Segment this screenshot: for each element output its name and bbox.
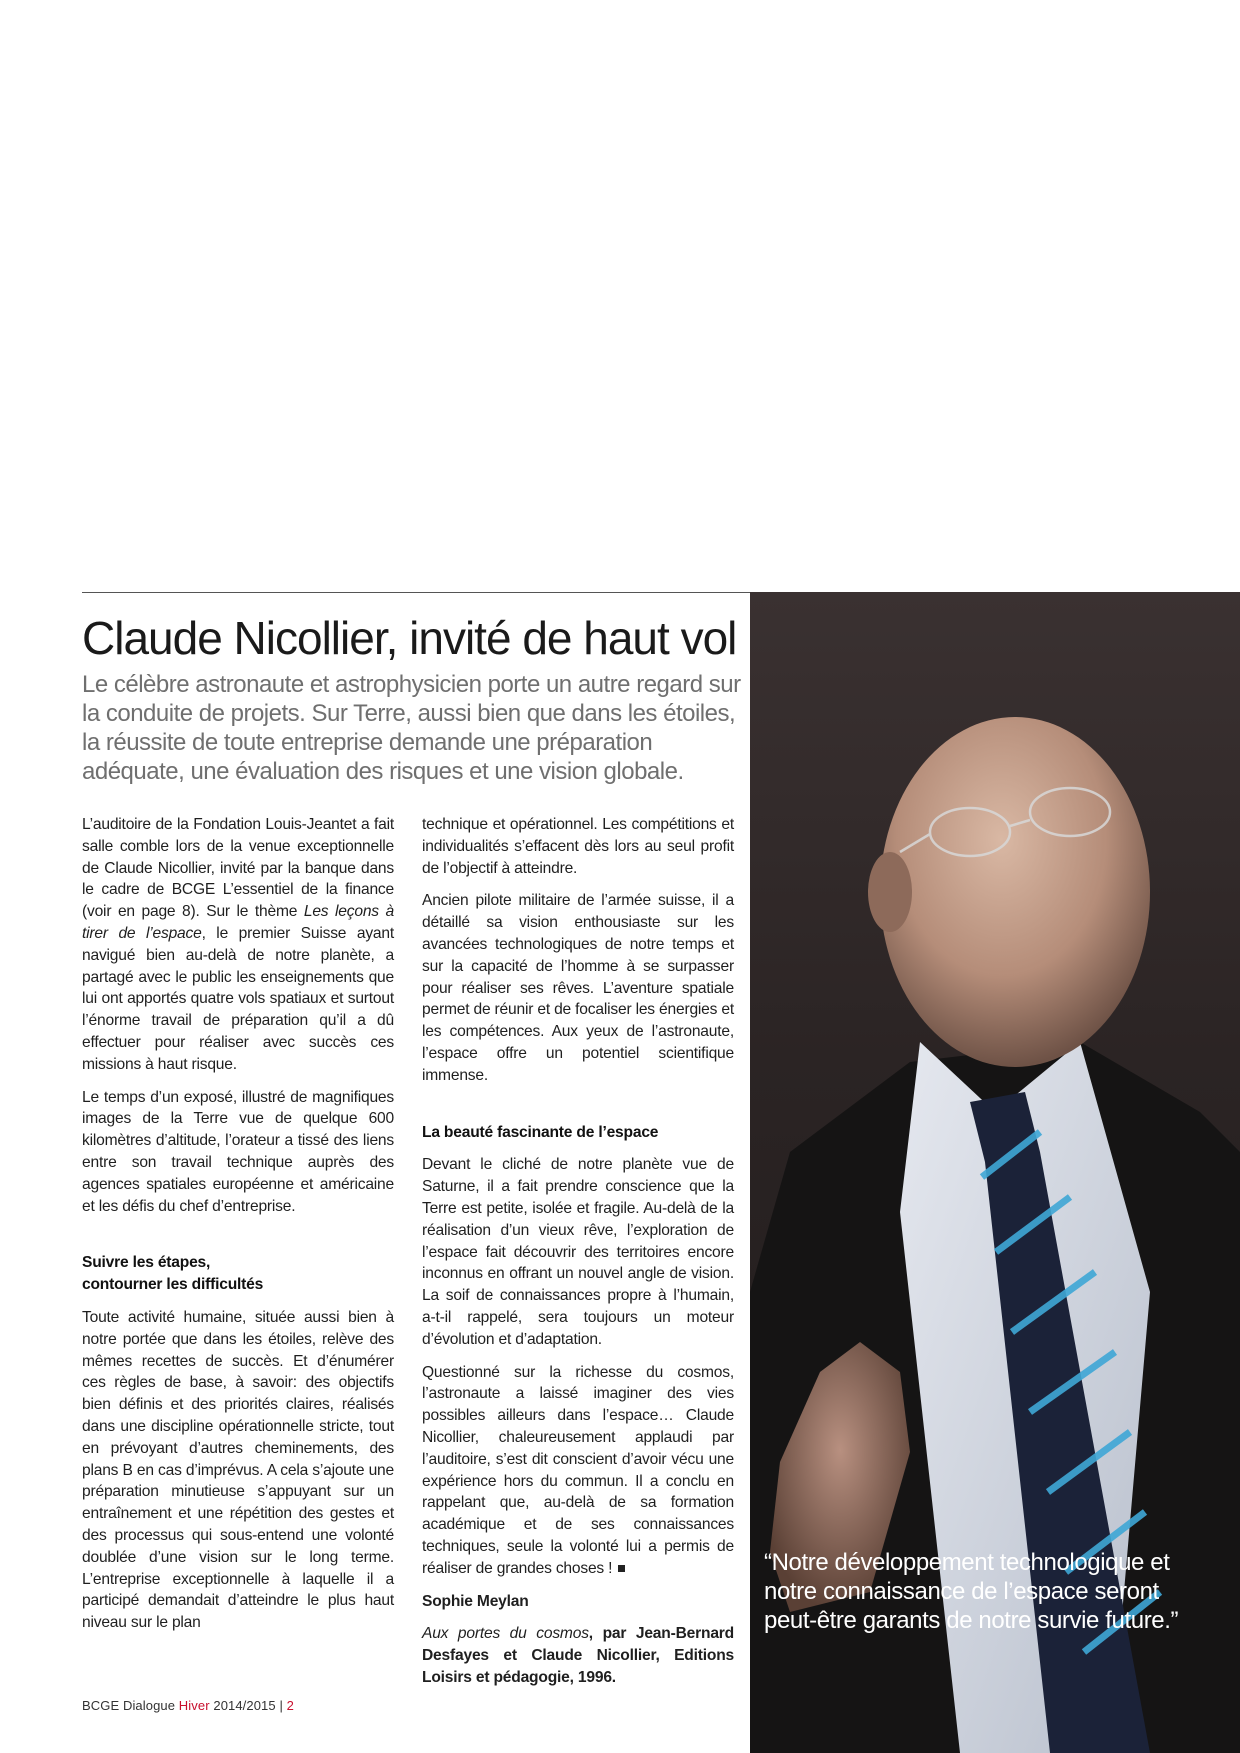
section-heading-beauty: La beauté fascinante de l’espace xyxy=(422,1123,659,1141)
left-paragraph-1: L’auditoire de la Fondation Louis-Jeantet a fait salle comble lors de la venue exceptionnelle de Claude Nicollier, invité par la banque dans le cadre de BCGE L’essentiel de la finance (voir en page 8). Sur le thème Les leçons à tirer de l’espace, le premier Suisse ayant navigué bien au-delà de notre planète, a partagé avec le public les enseignements que lui ont apportés quatre vols spatiaux et surtout l’énorme travail de préparation qu’il a dû effectuer pour réaliser avec succès ces missions à haut risque. xyxy=(82,816,395,1073)
end-mark-icon xyxy=(618,1565,625,1572)
article-title: Claude Nicollier, invité de haut vol xyxy=(82,612,737,664)
right-column xyxy=(422,814,734,1700)
footer-separator: | xyxy=(279,1698,283,1713)
right-paragraph-1: technique et opérationnel. Les compétitions et individualités s’effacent dès lors au seul profit de l’objectif à atteindre. xyxy=(422,816,734,877)
author-name: Sophie Meylan xyxy=(422,1592,529,1610)
article-lead: Le célèbre astronaute et astrophysicien porte un autre regard sur la conduite de projets. Sur Terre, aussi bien que dans les étoiles, la réussite de toute entreprise demande une préparation adéquate, une évaluation des risques et une vision globale. xyxy=(82,671,741,785)
left-column xyxy=(82,814,394,1645)
left-paragraph-2: Le temps d’un exposé, illustré de magnifiques images de la Terre vue de quelque 600 kilomètres d’altitude, l’orateur a tissé des liens entre son travail technique auprès des agences spatiales européenne et américaine et les défis du chef d’entreprise. xyxy=(82,1088,394,1215)
footer-publication: BCGE Dialogue xyxy=(82,1698,176,1713)
section-heading-steps: Suivre les étapes, contourner les difficultés xyxy=(82,1254,264,1294)
pull-quote: “Notre développement technologique et notre connaissance de l’espace seront peut-être garants de notre survie future.” xyxy=(764,1549,1179,1634)
page-number: 2 xyxy=(286,1698,294,1713)
page-footer xyxy=(82,1698,294,1713)
left-paragraph-3: Toute activité humaine, située aussi bien à notre portée que dans les étoiles, relève des mêmes recettes de succès. Et d’énumérer ces règles de base, à savoir: des objectifs bien définis et des priorités claires, réalisés dans une discipline opérationnelle stricte, tout en prévoyant d’autres cheminements, des plans B en cas d’imprévus. A cela s’ajoute une préparation minutieuse s’appuyant sur un entraînement et une répétition des gestes et des processus qui sous-entend une volonté doublée d’une vision sur le long terme. L’entreprise exceptionnelle à laquelle il a participé demandait d’atteindre le plus haut niveau sur le plan xyxy=(82,1308,394,1632)
right-paragraph-3: Devant le cliché de notre planète vue de Saturne, il a fait prendre conscience que la Terre est petite, isolée et fragile. Au-delà de la réalisation d’un vieux rêve, l’exploration de l’espace fait découvrir des territoires encore inconnus en offrant un nouvel angle de vision. La soif de connaissances propre à l’humain, a-t-il rappelé, sera toujours un moteur d’évolution et d’adaptation. xyxy=(422,1156,734,1348)
right-paragraph-2: Ancien pilote militaire de l’armée suisse, il a détaillé sa vision enthousiaste sur les avancées technologiques de notre temps et sur la capacité de l’homme à se surpasser pour réaliser ses rêves. L’aventure spatiale permet de réunir et de focaliser les énergies et les compétences. Aux yeux de l’astronaute, l’espace offre un potentiel scientifique immense. xyxy=(422,892,734,1084)
footer-year: 2014/2015 xyxy=(213,1698,276,1713)
footer-season: Hiver xyxy=(178,1698,210,1713)
right-paragraph-4: Questionné sur la richesse du cosmos, l’astronaute a laissé imaginer des vies possibles ailleurs dans l’espace… Claude Nicollier, chaleureusement applaudi par l’auditoire, s’est dit conscient d’avoir vécu une expérience hors du commun. Il a conclu en rappelant que, au-delà de sa formation académique et de ses connaissances techniques, seule la volonté lui a permis de réaliser de grandes choses ! xyxy=(422,1363,734,1577)
top-rule xyxy=(82,592,750,593)
book-reference: Aux portes du cosmos, par Jean-Bernard Desfayes et Claude Nicollier, Editions Loisirs et pédagogie, 1996. xyxy=(422,1625,734,1686)
